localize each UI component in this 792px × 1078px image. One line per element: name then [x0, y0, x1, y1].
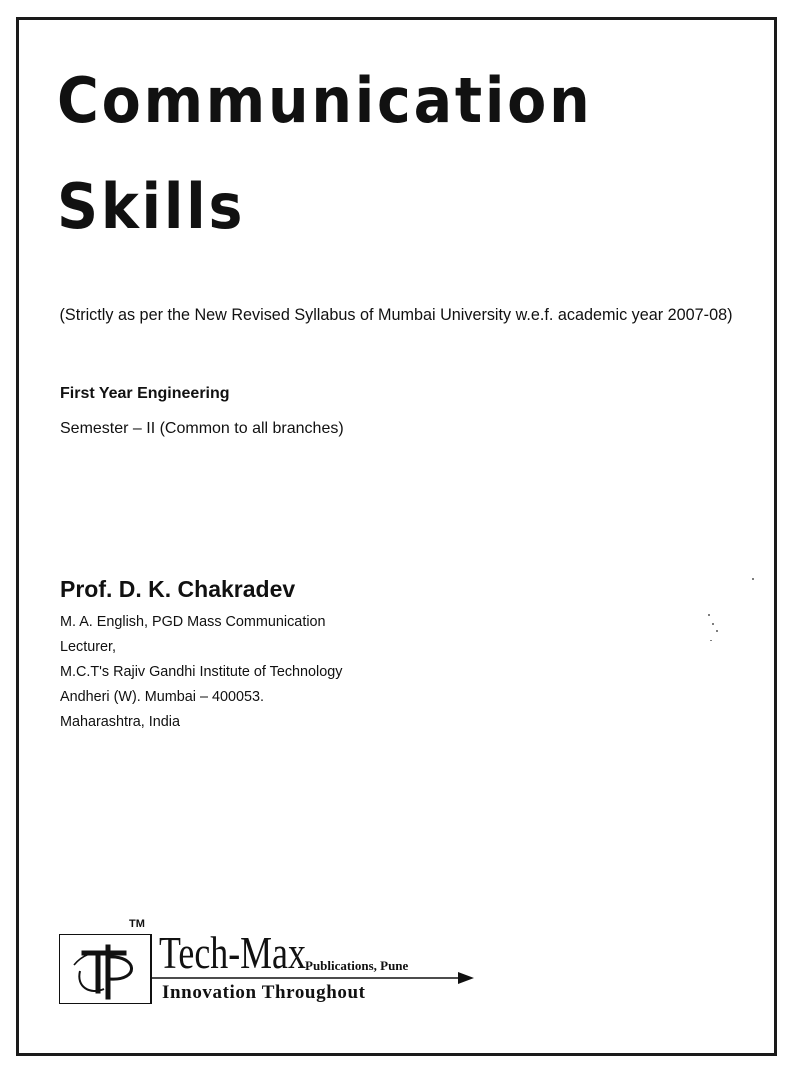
credential-line: M.C.T's Rajiv Gandhi Institute of Technology: [60, 664, 343, 680]
syllabus-note: (Strictly as per the New Revised Syllabus of Mumbai University w.e.f. academic year 2007-08): [59, 306, 733, 324]
author-credentials: [60, 610, 342, 735]
publisher-name: Tech-Max: [159, 927, 306, 978]
credential-line: M. A. English, PGD Mass Communication: [60, 614, 326, 630]
course-name: First Year Engineering: [60, 385, 230, 402]
scan-speck: [716, 630, 718, 632]
scan-speck: [752, 578, 754, 580]
credential-line: Maharashtra, India: [60, 714, 180, 730]
logo-divider: [150, 934, 152, 1004]
author-name: Prof. D. K. Chakradev: [60, 576, 296, 602]
publisher-tagline: Innovation Throughout: [162, 982, 366, 1003]
publisher-logo: [59, 934, 151, 1004]
scan-speck: [712, 623, 714, 625]
publisher-location: Publications, Pune: [305, 958, 409, 973]
trademark-symbol: TM: [129, 918, 145, 930]
credential-line: Andheri (W). Mumbai – 400053.: [60, 689, 264, 705]
scan-speck: [710, 640, 712, 641]
credential-line: Lecturer,: [60, 639, 116, 655]
book-title-line-2: Skills: [57, 170, 246, 243]
semester-info: Semester – II (Common to all branches): [60, 420, 344, 437]
tp-monogram-icon: [60, 935, 149, 1002]
scan-speck: [708, 614, 710, 616]
book-title-line-1: Communication: [57, 64, 593, 137]
